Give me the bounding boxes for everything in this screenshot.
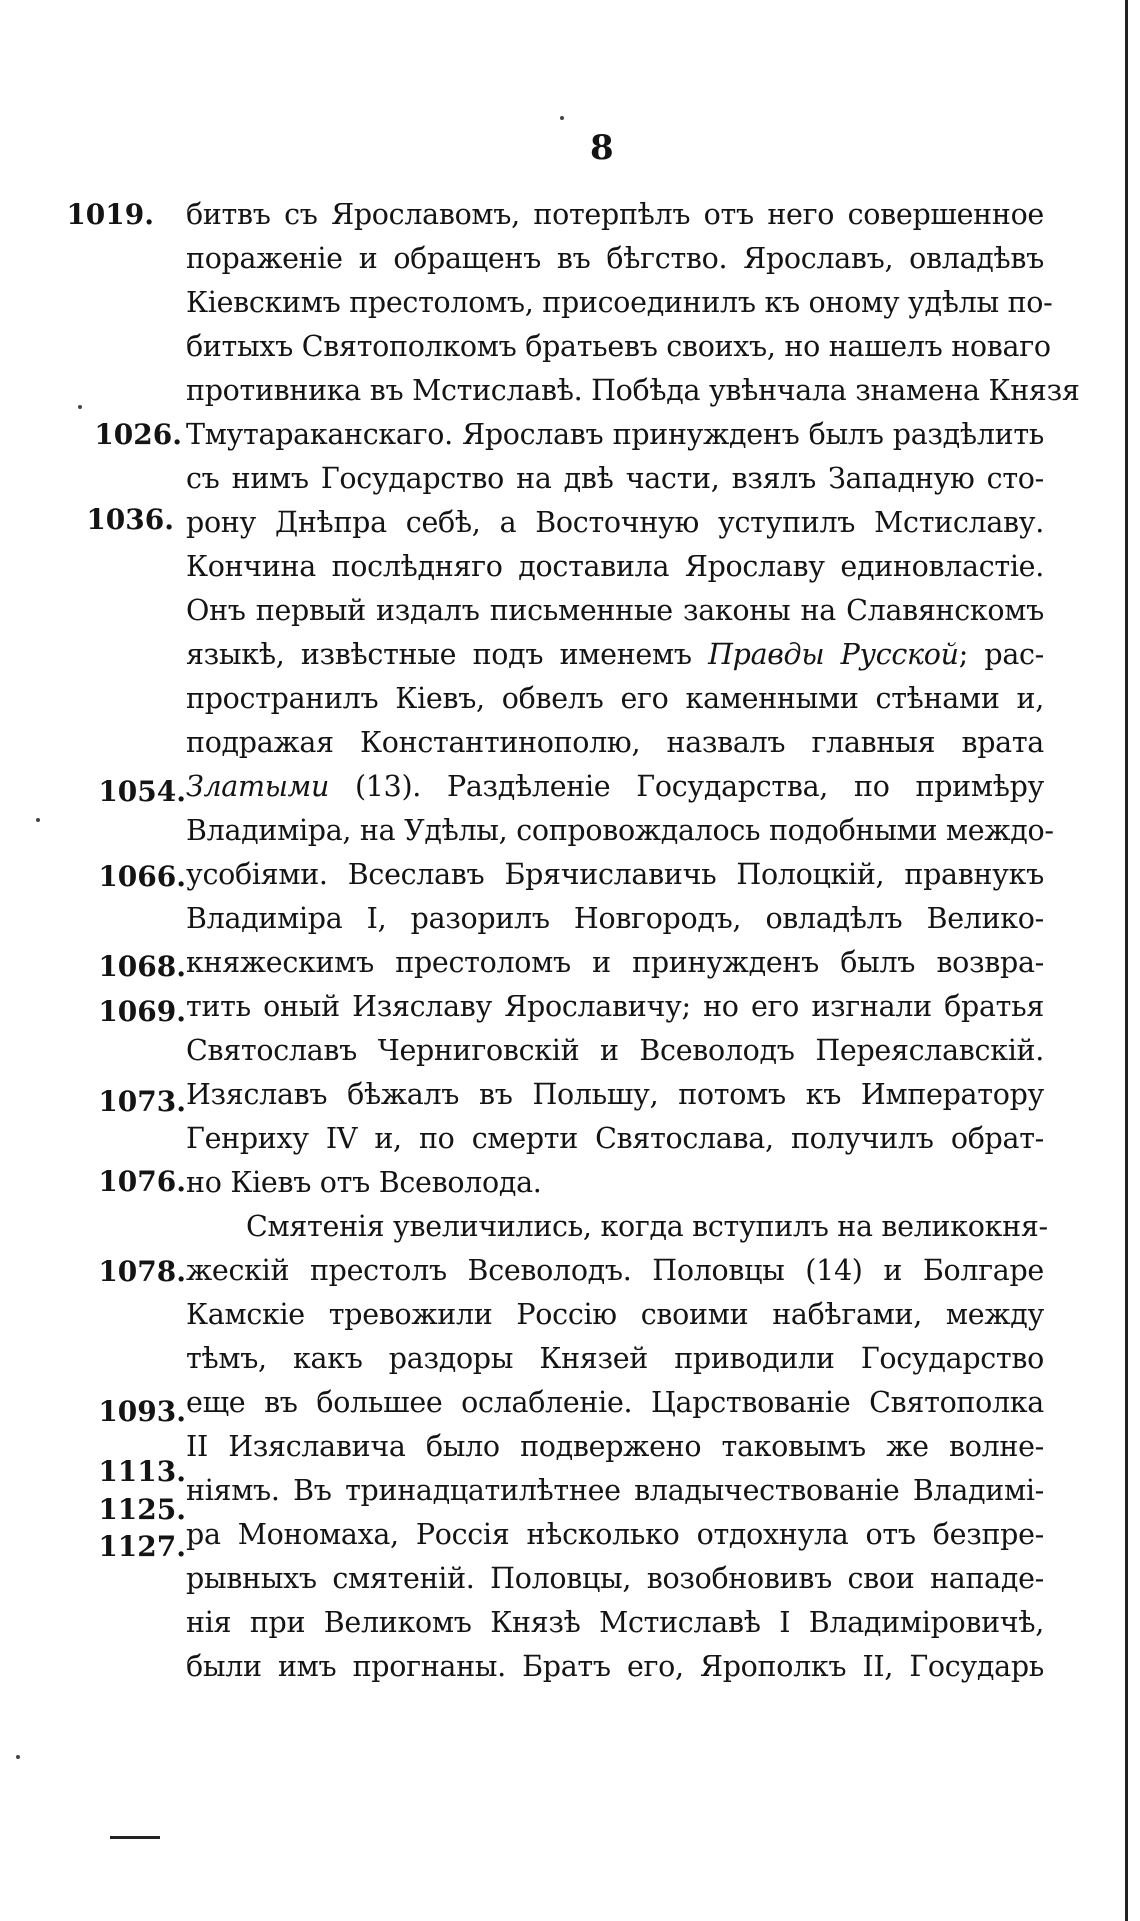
scan-speck	[16, 1755, 20, 1759]
margin-year: 1066.	[98, 860, 186, 893]
text-line: еще въ большее ослабленіе. Царствованіе Святополка	[186, 1386, 1044, 1419]
text-run: ; рас-	[958, 638, 1044, 671]
paragraph-first-line: Смятенія увеличились, когда вступилъ на великокня-	[246, 1210, 1048, 1243]
italic-title: Златыми	[186, 770, 330, 803]
text-line	[186, 635, 1044, 675]
margin-year: 1093.	[98, 1395, 186, 1428]
margin-year: 1125.	[98, 1493, 186, 1526]
text-line: Святославъ Черниговскій и Всеволодъ Переяславскій.	[186, 1034, 1044, 1067]
text-line: Владиміра, на Удѣлы, сопровождалось подобными междо-	[186, 814, 1054, 847]
margin-year: 1036.	[86, 503, 174, 536]
text-line: тѣмъ, какъ раздоры Князей приводили Государство	[186, 1342, 1044, 1375]
text-line: Генриху IV и, по смерти Святослава, получилъ обрат-	[186, 1122, 1044, 1155]
page-number: 8	[590, 128, 614, 168]
text-line: II Изяславича было подвержено таковымъ же волне-	[186, 1430, 1044, 1463]
text-line: Онъ первый издалъ письменные законы на Славянскомъ	[186, 594, 1044, 627]
text-run: языкѣ, извѣстные подъ именемъ	[186, 638, 709, 671]
margin-year: 1068.	[98, 950, 186, 983]
text-line: битыхъ Святополкомъ братьевъ своихъ, но нашелъ новаго	[186, 330, 1051, 363]
text-line: Тмутараканскаго. Ярославъ принужденъ былъ раздѣлить	[186, 418, 1044, 451]
text-line: противника въ Мстиславѣ. Побѣда увѣнчала знамена Князя	[186, 374, 1080, 407]
scan-speck	[78, 405, 82, 409]
text-line: тить оный Изяславу Ярославичу; но его изгнали братья	[186, 990, 1044, 1023]
margin-year: 1113.	[98, 1455, 186, 1488]
margin-year: 1069.	[98, 995, 186, 1028]
text-line: ніямъ. Въ тринадцатилѣтнее владычествованіе Владимі-	[186, 1474, 1044, 1507]
margin-year: 1026.	[94, 418, 182, 451]
text-line: нія при Великомъ Князѣ Мстиславѣ I Владиміровичѣ,	[186, 1606, 1044, 1639]
scan-speck	[36, 818, 40, 822]
text-run: (13). Раздѣленіе Государства, по примѣру	[329, 770, 1044, 803]
scan-speck	[560, 116, 564, 120]
text-line: Камскіе тревожили Россію своими набѣгами, между	[186, 1298, 1044, 1331]
margin-year: 1073.	[98, 1085, 186, 1118]
italic-title: Правды Русской	[708, 638, 959, 671]
text-line: Владиміра I, разорилъ Новгородъ, овладѣлъ Велико-	[186, 902, 1044, 935]
text-line: съ нимъ Государство на двѣ части, взялъ Западную сто-	[186, 462, 1044, 495]
text-line: жескій престолъ Всеволодъ. Половцы (14) и Болгаре	[186, 1254, 1044, 1287]
page-edge-rule	[1125, 0, 1128, 1921]
text-line: пораженіе и обращенъ въ бѣгство. Ярославъ, овладѣвъ	[186, 242, 1044, 275]
bottom-mark	[110, 1836, 160, 1839]
text-line	[186, 767, 1044, 807]
text-line: рону Днѣпра себѣ, а Восточную уступилъ Мстиславу.	[186, 506, 1044, 539]
text-line: княжескимъ престоломъ и принужденъ былъ возвра-	[186, 946, 1044, 979]
text-line: были имъ прогнаны. Братъ его, Ярополкъ II, Государь	[186, 1650, 1044, 1683]
text-line: Кіевскимъ престоломъ, присоединилъ къ оному удѣлы по-	[186, 286, 1053, 319]
margin-year: 1076.	[98, 1165, 186, 1198]
text-line: усобіями. Всеславъ Брячиславичь Полоцкій, правнукъ	[186, 858, 1044, 891]
text-line: битвъ съ Ярославомъ, потерпѣлъ отъ него совершенное	[186, 198, 1044, 231]
margin-year: 1019.	[66, 198, 154, 231]
text-line: ра Мономаха, Россія нѣсколько отдохнула отъ безпре-	[186, 1518, 1044, 1551]
margin-year: 1127.	[98, 1530, 186, 1563]
text-line: пространилъ Кіевъ, обвелъ его каменными стѣнами и,	[186, 682, 1044, 715]
text-line: рывныхъ смятеній. Половцы, возобновивъ свои нападе-	[186, 1562, 1044, 1595]
text-line: подражая Константинополю, назвалъ главныя врата	[186, 726, 1044, 759]
text-line: Изяславъ бѣжалъ въ Польшу, потомъ къ Императору	[186, 1078, 1044, 1111]
text-line: Кончина послѣдняго доставила Ярославу единовластіе.	[186, 550, 1044, 583]
text-line: но Кіевъ отъ Всеволода.	[186, 1166, 542, 1199]
margin-year: 1078.	[98, 1255, 186, 1288]
margin-year: 1054.	[98, 775, 186, 808]
